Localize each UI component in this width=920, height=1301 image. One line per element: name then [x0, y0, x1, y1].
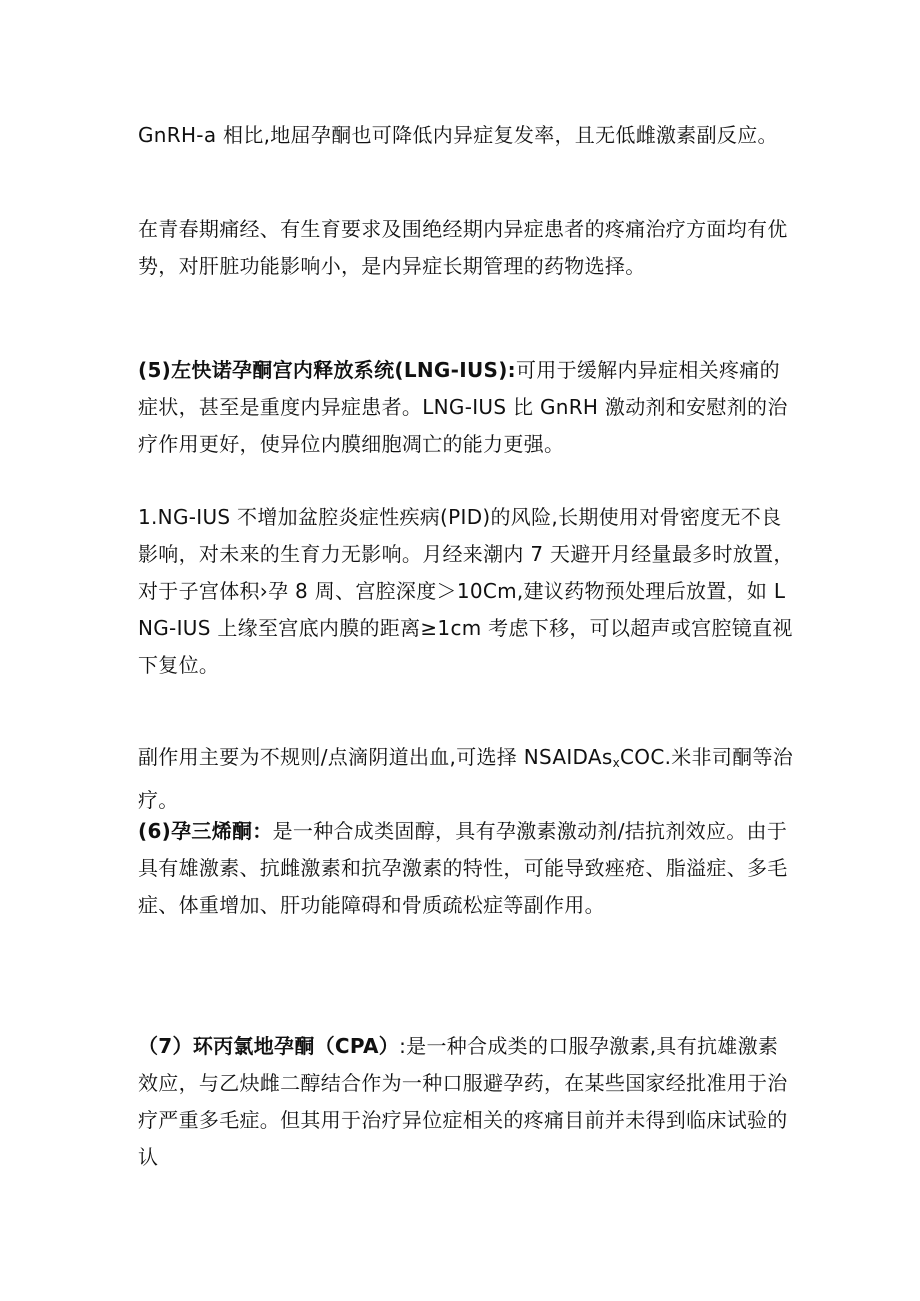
paragraph-lng-ius [138, 352, 798, 463]
section-heading-lng-ius: (5)左快诺孕酮宫内释放系统(LNG-IUS): [138, 358, 516, 382]
paragraph-dydrogesterone-recurrence [138, 117, 798, 154]
paragraph-text: 1.NG-IUS 不增加盆腔炎症性疾病(PID)的风险,长期使用对骨密度无不良影响，对未来的生育力无影响。月经来潮内 7 天避开月经量最多时放置，对于子宫体积›孕 8 周、宫腔深度＞10Cm,建议药物预处理后放置，如 LNG-IUS 上缘至宫底内膜的距离≥1cm 考虑下移，可以超声或宫腔镜直视下复位。 [138, 505, 794, 677]
paragraph-lng-ius-placement [138, 499, 798, 684]
paragraph-side-effects [138, 739, 798, 819]
paragraph-cpa [138, 1028, 798, 1176]
paragraph-text: GnRH-a 相比,地屈孕酮也可降低内异症复发率，且无低雌激素副反应。 [138, 123, 778, 147]
paragraph-gestrinone [138, 813, 798, 924]
paragraph-text: 是一种合成类固醇，具有孕激素激动剂/拮抗剂效应。由于具有雄激素、抗雌激素和抗孕激素的特性，可能导致痤疮、脂溢症、多毛症、体重增加、肝功能障碍和骨质疏松症等副作用。 [138, 819, 788, 917]
paragraph-text-after: COC.米非司酮等治疗。 [138, 745, 794, 812]
section-heading-cpa: （7）环丙氯地孕酮（CPA） [138, 1034, 400, 1058]
paragraph-text-before: 副作用主要为不规则/点滴阴道出血,可选择 NSAIDAs [138, 745, 613, 769]
paragraph-text: 在青春期痛经、有生育要求及围绝经期内异症患者的疼痛治疗方面均有优势，对肝脏功能影响小，是内异症长期管理的药物选择。 [138, 217, 788, 278]
section-heading-gestrinone: (6)孕三烯酮： [138, 819, 273, 843]
subscript-x: x [612, 756, 621, 770]
paragraph-text: :是一种合成类的口服孕激素,具有抗雄激素效应，与乙炔雌二醇结合作为一种口服避孕药，在某些国家经批准用于治疗严重多毛症。但其用于治疗异位症相关的疼痛目前并未得到临床试验的认 [138, 1034, 788, 1169]
paragraph-text: 可用于缓解内异症相关疼痛的症状，甚至是重度内异症患者。LNG-IUS 比 GnRH 激动剂和安慰剂的治疗作用更好，使异位内膜细胞凋亡的能力更强。 [138, 358, 788, 456]
paragraph-dydrogesterone-advantages [138, 211, 798, 285]
